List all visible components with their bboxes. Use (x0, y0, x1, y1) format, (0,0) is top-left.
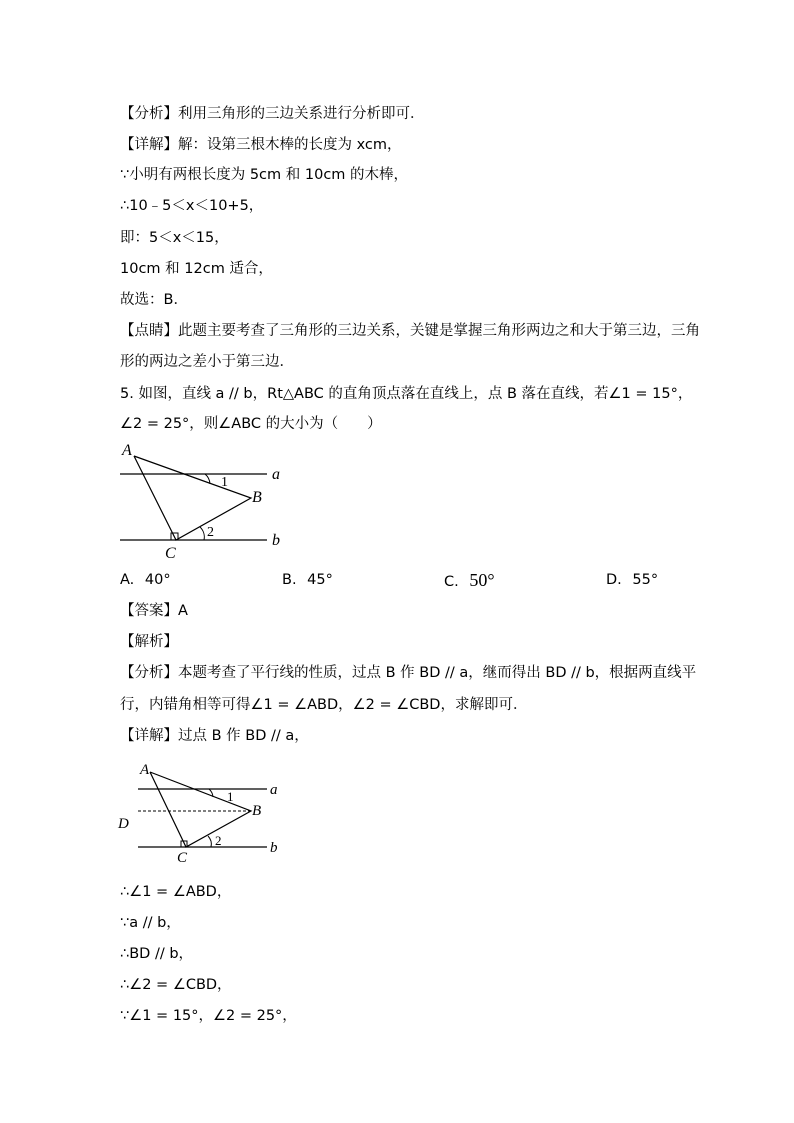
option-c-letter: C. (444, 574, 459, 590)
step-line-4: ∴∠2 = ∠CBD， (120, 977, 232, 993)
label-b: b (272, 532, 280, 549)
solution-figure (112, 758, 292, 866)
option-d-letter: D. (606, 572, 622, 588)
analysis-line-1: 【分析】本题考查了平行线的性质，过点 B 作 BD // a，继而得出 BD // b，根据两直线平 (120, 665, 697, 681)
option-c-value: 50° (469, 570, 495, 590)
option-d-value: 55° (632, 572, 659, 588)
option-b[interactable] (282, 570, 333, 590)
angle2-arc (200, 527, 204, 540)
answer-line: 【答案】A (120, 603, 188, 619)
label-C-2: C (177, 850, 188, 866)
detail-title: 【详解】过点 B 作 BD // a， (120, 728, 309, 744)
analysis-line-2: 行，内错角相等可得∠1 = ∠ABD，∠2 = ∠CBD，求解即可． (120, 697, 528, 713)
label-a-2: a (270, 782, 278, 798)
label-angle1: 1 (221, 475, 228, 490)
triangle-abc-2 (150, 772, 251, 847)
label-angle1-2: 1 (227, 789, 234, 804)
option-a-letter: A. (120, 572, 135, 588)
explain-title: 【解析】 (120, 634, 178, 650)
question-stem-line-1: 5. 如图，直线 a // b，Rt△ABC 的直角顶点落在直线上，点 B 落在直线，若∠1 = 15°， (120, 386, 693, 402)
angle2-arc-2 (208, 836, 211, 847)
detail-line-3: ∴10﹣5＜x＜10+5， (120, 198, 264, 214)
option-b-letter: B. (282, 572, 297, 588)
option-b-value: 45° (307, 572, 333, 588)
detail-line-4: 即：5＜x＜15， (120, 230, 229, 246)
label-b-2: b (270, 840, 278, 856)
option-a[interactable] (120, 570, 171, 590)
detail-line-2: ∵小明有两根长度为 5cm 和 10cm 的木棒， (120, 167, 409, 183)
option-a-value: 40° (144, 572, 171, 588)
step-line-2: ∵a // b， (120, 915, 181, 931)
label-B-2: B (252, 803, 262, 819)
step-line-5: ∵∠1 = 15°，∠2 = 25°， (120, 1008, 297, 1024)
question-stem-line-2: ∠2 = 25°，则∠ABC 的大小为（ ） (120, 416, 382, 432)
label-angle2: 2 (207, 525, 214, 540)
step-line-1: ∴∠1 = ∠ABD， (120, 884, 232, 900)
label-A: A (122, 442, 132, 459)
detail-line-1: 【详解】解：设第三根木棒的长度为 xcm， (120, 137, 402, 153)
comment-line-2: 形的两边之差小于第三边． (120, 354, 294, 370)
question-figure (112, 438, 292, 564)
label-B: B (252, 489, 262, 506)
option-c[interactable] (444, 570, 495, 592)
comment-line-1: 【点睛】此题主要考查了三角形的三边关系，关键是掌握三角形两边之和大于第三边，三角 (120, 323, 700, 339)
detail-line-6: 故选：B． (120, 292, 188, 308)
detail-line-5: 10cm 和 12cm 适合， (120, 261, 273, 277)
label-A-2: A (140, 762, 150, 778)
step-line-3: ∴BD // b， (120, 946, 194, 962)
label-a: a (272, 466, 280, 483)
label-C: C (165, 545, 176, 562)
option-d[interactable] (606, 570, 658, 590)
label-D-2: D (118, 816, 129, 832)
label-angle2-2: 2 (215, 833, 222, 848)
analysis-line: 【分析】利用三角形的三边关系进行分析即可． (120, 106, 425, 122)
triangle-abc (134, 456, 251, 540)
